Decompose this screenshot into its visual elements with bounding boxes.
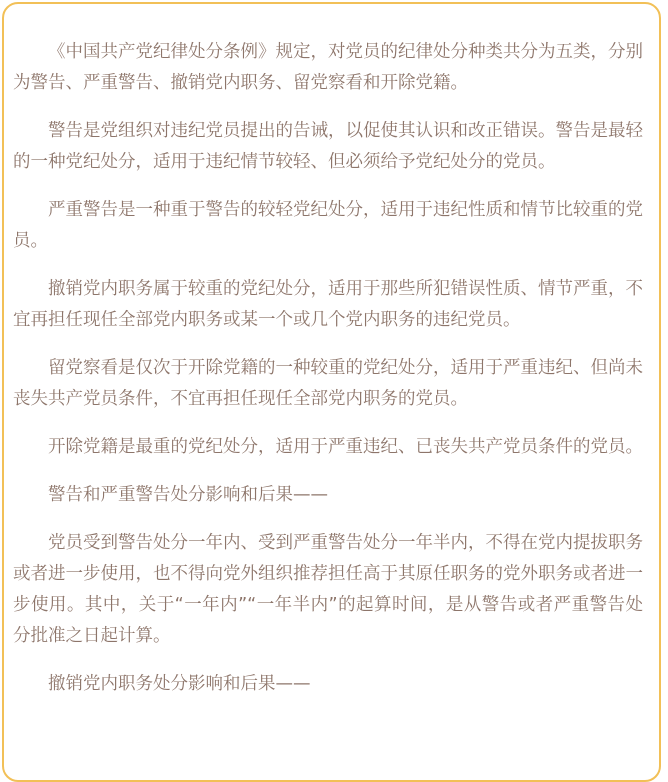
paragraph-warning-definition: 警告是党组织对违纪党员提出的告诫，以促使其认识和改正错误。警告是最轻的一种党纪处分，适用于违纪情节较轻、但必须给予党纪处分的党员。 xyxy=(13,121,643,172)
article-content xyxy=(4,4,659,700)
paragraph-removal-from-party-posts-definition: 撤销党内职务属于较重的党纪处分，适用于那些所犯错误性质、情节严重，不宜再担任现任全部党内职务或某一个或几个党内职务的违纪党员。 xyxy=(13,279,643,330)
paragraph-probation-definition: 留党察看是仅次于开除党籍的一种较重的党纪处分，适用于严重违纪、但尚未丧失共产党员条件，不宜再担任现任全部党内职务的党员。 xyxy=(13,358,643,409)
paragraph-warning-consequences-heading: 警告和严重警告处分影响和后果—— xyxy=(48,485,328,505)
paragraph-warning-consequences-detail: 党员受到警告处分一年内、受到严重警告处分一年半内，不得在党内提拔职务或者进一步使用，也不得向党外组织推荐担任高于其原任职务的党外职务或者进一步使用。其中，关于“一年内”“一年半内”的起算时间，是从警告或者严重警告处分批准之日起计算。 xyxy=(13,533,643,646)
paragraph-removal-consequences-heading: 撤销党内职务处分影响和后果—— xyxy=(48,674,311,694)
article-card xyxy=(2,2,661,782)
paragraph-expulsion-definition: 开除党籍是最重的党纪处分，适用于严重违纪、已丧失共产党员条件的党员。 xyxy=(48,437,643,457)
paragraph-disposition-types: 《中国共产党纪律处分条例》规定，对党员的纪律处分种类共分为五类，分别为警告、严重警告、撤销党内职务、留党察看和开除党籍。 xyxy=(13,42,643,93)
paragraph-severe-warning-definition: 严重警告是一种重于警告的较轻党纪处分，适用于违纪性质和情节比较重的党员。 xyxy=(13,200,643,251)
